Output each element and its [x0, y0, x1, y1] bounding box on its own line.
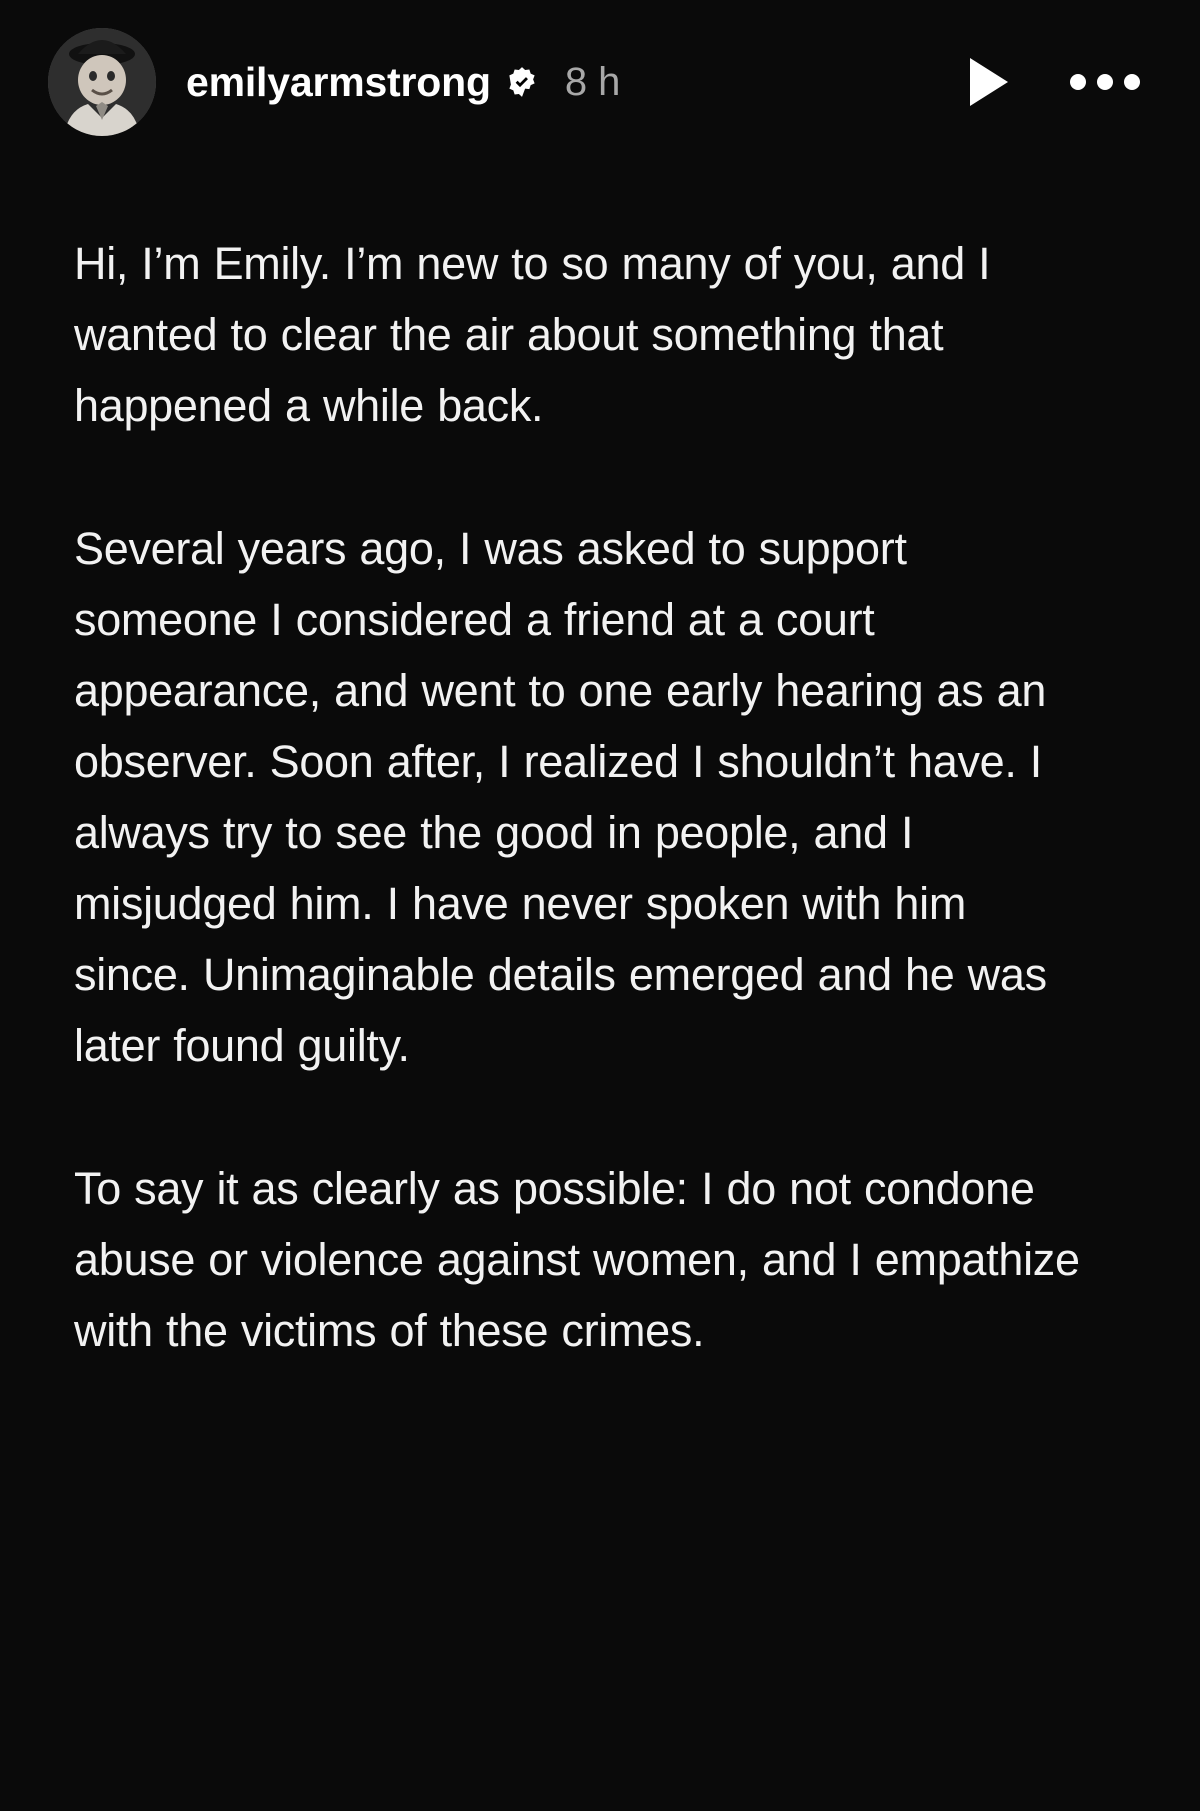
verified-badge-icon: [505, 65, 539, 99]
play-icon[interactable]: [960, 54, 1016, 110]
more-options-icon[interactable]: [1070, 54, 1140, 110]
story-paragraph-3: To say it as clearly as possible: I do not condone abuse or violence against women, and I empathize with the victims of these crimes.: [74, 1163, 1080, 1356]
story-timestamp: 8 h: [564, 59, 621, 104]
more-dot-3: [1124, 74, 1140, 90]
username[interactable]: emilyarmstrong: [186, 58, 491, 105]
story-paragraph-2: Several years ago, I was asked to support someone I considered a friend at a court appearance, and went to one early hearing as an observer. Soon after, I realized I shouldn’t have. I always try to see the good in people, and I misjudged him. I have never spoken with him since. Unimaginable details emerged and he was later found guilty.: [74, 523, 1047, 1071]
story-paragraph-1: Hi, I’m Emily. I’m new to so many of you, and I wanted to clear the air about something that happened a while back.: [74, 238, 991, 431]
avatar[interactable]: [48, 28, 156, 136]
more-dot-1: [1070, 74, 1086, 90]
more-dot-2: [1097, 74, 1113, 90]
story-text-body: [74, 228, 1084, 1366]
story-header: [0, 28, 1200, 136]
